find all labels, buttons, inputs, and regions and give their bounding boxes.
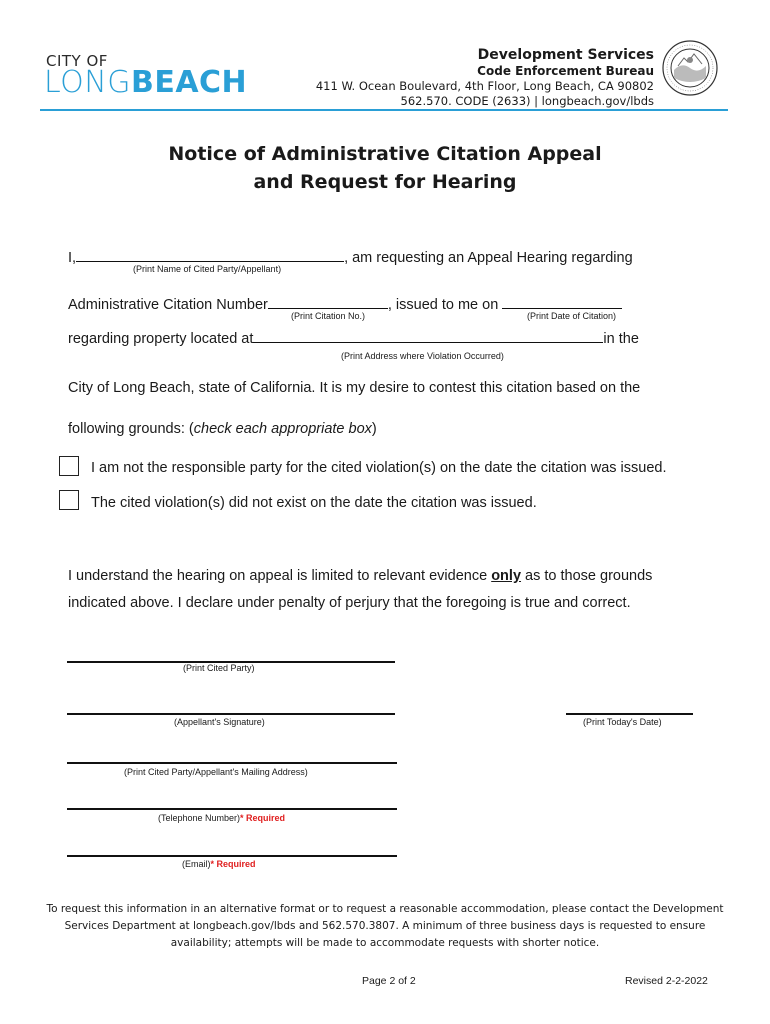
declaration-line-2: indicated above. I declare under penalty of perjury that the foregoing is true and correct. bbox=[68, 595, 631, 611]
appellant-signature-line[interactable] bbox=[67, 713, 395, 715]
grounds-italic: check each appropriate box bbox=[193, 421, 372, 437]
mailing-address-line[interactable] bbox=[67, 762, 397, 764]
bureau-name: Code Enforcement Bureau bbox=[477, 64, 654, 78]
appellant-name-field[interactable] bbox=[76, 247, 344, 262]
declaration-line-1 bbox=[68, 568, 652, 584]
todays-date-line[interactable] bbox=[566, 713, 693, 715]
accommodation-note bbox=[30, 901, 740, 952]
email-required-marker: * Required bbox=[210, 859, 256, 869]
logo-beach-text: BEACH bbox=[130, 65, 248, 100]
grounds-text-line-2 bbox=[68, 421, 377, 437]
grounds-suffix: ) bbox=[371, 421, 377, 437]
accommodation-note-line-3: availability; attempts will be made to accommodate requests with shorter notice. bbox=[170, 937, 600, 949]
accommodation-note-line-1: To request this information in an alternative format or to request a reasonable accommodation, please contact the Development bbox=[46, 903, 724, 915]
logo-long-text: LONG bbox=[44, 65, 131, 100]
grounds-prefix: following grounds: ( bbox=[68, 421, 194, 437]
mailing-address-caption: (Print Cited Party/Appellant's Mailing Address) bbox=[124, 767, 308, 777]
appellant-suffix: , am requesting an Appeal Hearing regarding bbox=[344, 250, 633, 266]
document-title bbox=[0, 140, 770, 196]
revision-date: Revised 2-2-2022 bbox=[625, 975, 708, 987]
declaration-prefix: I understand the hearing on appeal is limited to relevant evidence bbox=[68, 568, 492, 584]
property-suffix: in the bbox=[603, 331, 639, 347]
cited-party-caption: (Print Name of Cited Party/Appellant) bbox=[133, 264, 282, 274]
citation-no-caption: (Print Citation No.) bbox=[291, 311, 366, 321]
checkbox-violation-label: The cited violation(s) did not exist on the date the citation was issued. bbox=[91, 495, 537, 511]
checkbox-not-responsible-label: I am not the responsible party for the cited violation(s) on the date the citation was issued. bbox=[91, 460, 667, 476]
office-contact: 562.570. CODE (2633) | longbeach.gov/lbds bbox=[400, 94, 654, 108]
todays-date-caption: (Print Today's Date) bbox=[583, 717, 662, 727]
office-address: 411 W. Ocean Boulevard, 4th Floor, Long Beach, CA 90802 bbox=[315, 79, 654, 93]
property-line bbox=[68, 328, 639, 347]
citation-date-field[interactable] bbox=[502, 294, 622, 309]
declaration-suffix: as to those grounds bbox=[521, 568, 653, 584]
email-label: (Email) bbox=[182, 859, 211, 869]
declaration-only: only bbox=[491, 568, 522, 584]
title-line-2: and Request for Hearing bbox=[253, 171, 517, 193]
citation-prefix: Administrative Citation Number bbox=[68, 297, 268, 313]
accommodation-note-line-2: Services Department at longbeach.gov/lbds and 562.570.3807. A minimum of three business days is requested to ensure bbox=[64, 920, 706, 932]
checkbox-not-responsible-party[interactable] bbox=[59, 456, 79, 476]
appellant-prefix: I, bbox=[68, 250, 77, 266]
print-cited-party-caption: (Print Cited Party) bbox=[183, 663, 255, 673]
telephone-line[interactable] bbox=[67, 808, 397, 810]
property-address-field[interactable] bbox=[253, 328, 603, 343]
city-seal-icon bbox=[662, 40, 718, 96]
citation-number-field[interactable] bbox=[268, 294, 388, 309]
email-line[interactable] bbox=[67, 855, 397, 857]
property-prefix: regarding property located at bbox=[68, 331, 254, 347]
header-contact-block bbox=[316, 46, 654, 109]
telephone-caption bbox=[158, 813, 285, 823]
page-number: Page 2 of 2 bbox=[362, 975, 416, 987]
telephone-label: (Telephone Number) bbox=[158, 813, 241, 823]
checkbox-violation-did-not-exist[interactable] bbox=[59, 490, 79, 510]
department-name: Development Services bbox=[477, 47, 654, 63]
citation-date-caption: (Print Date of Citation) bbox=[527, 311, 617, 321]
header-divider bbox=[40, 109, 728, 111]
citation-mid: , issued to me on bbox=[387, 297, 499, 313]
grounds-text-line-1: City of Long Beach, state of California. It is my desire to contest this citation based on the bbox=[68, 380, 641, 396]
logo-city-of: CITY OF bbox=[46, 52, 108, 70]
telephone-required-marker: * Required bbox=[240, 813, 286, 823]
address-caption: (Print Address where Violation Occurred) bbox=[341, 351, 504, 361]
title-line-1: Notice of Administrative Citation Appeal bbox=[168, 143, 602, 165]
logo-long-beach bbox=[44, 66, 247, 100]
appellant-signature-caption: (Appellant's Signature) bbox=[174, 717, 265, 727]
email-caption bbox=[182, 859, 256, 869]
